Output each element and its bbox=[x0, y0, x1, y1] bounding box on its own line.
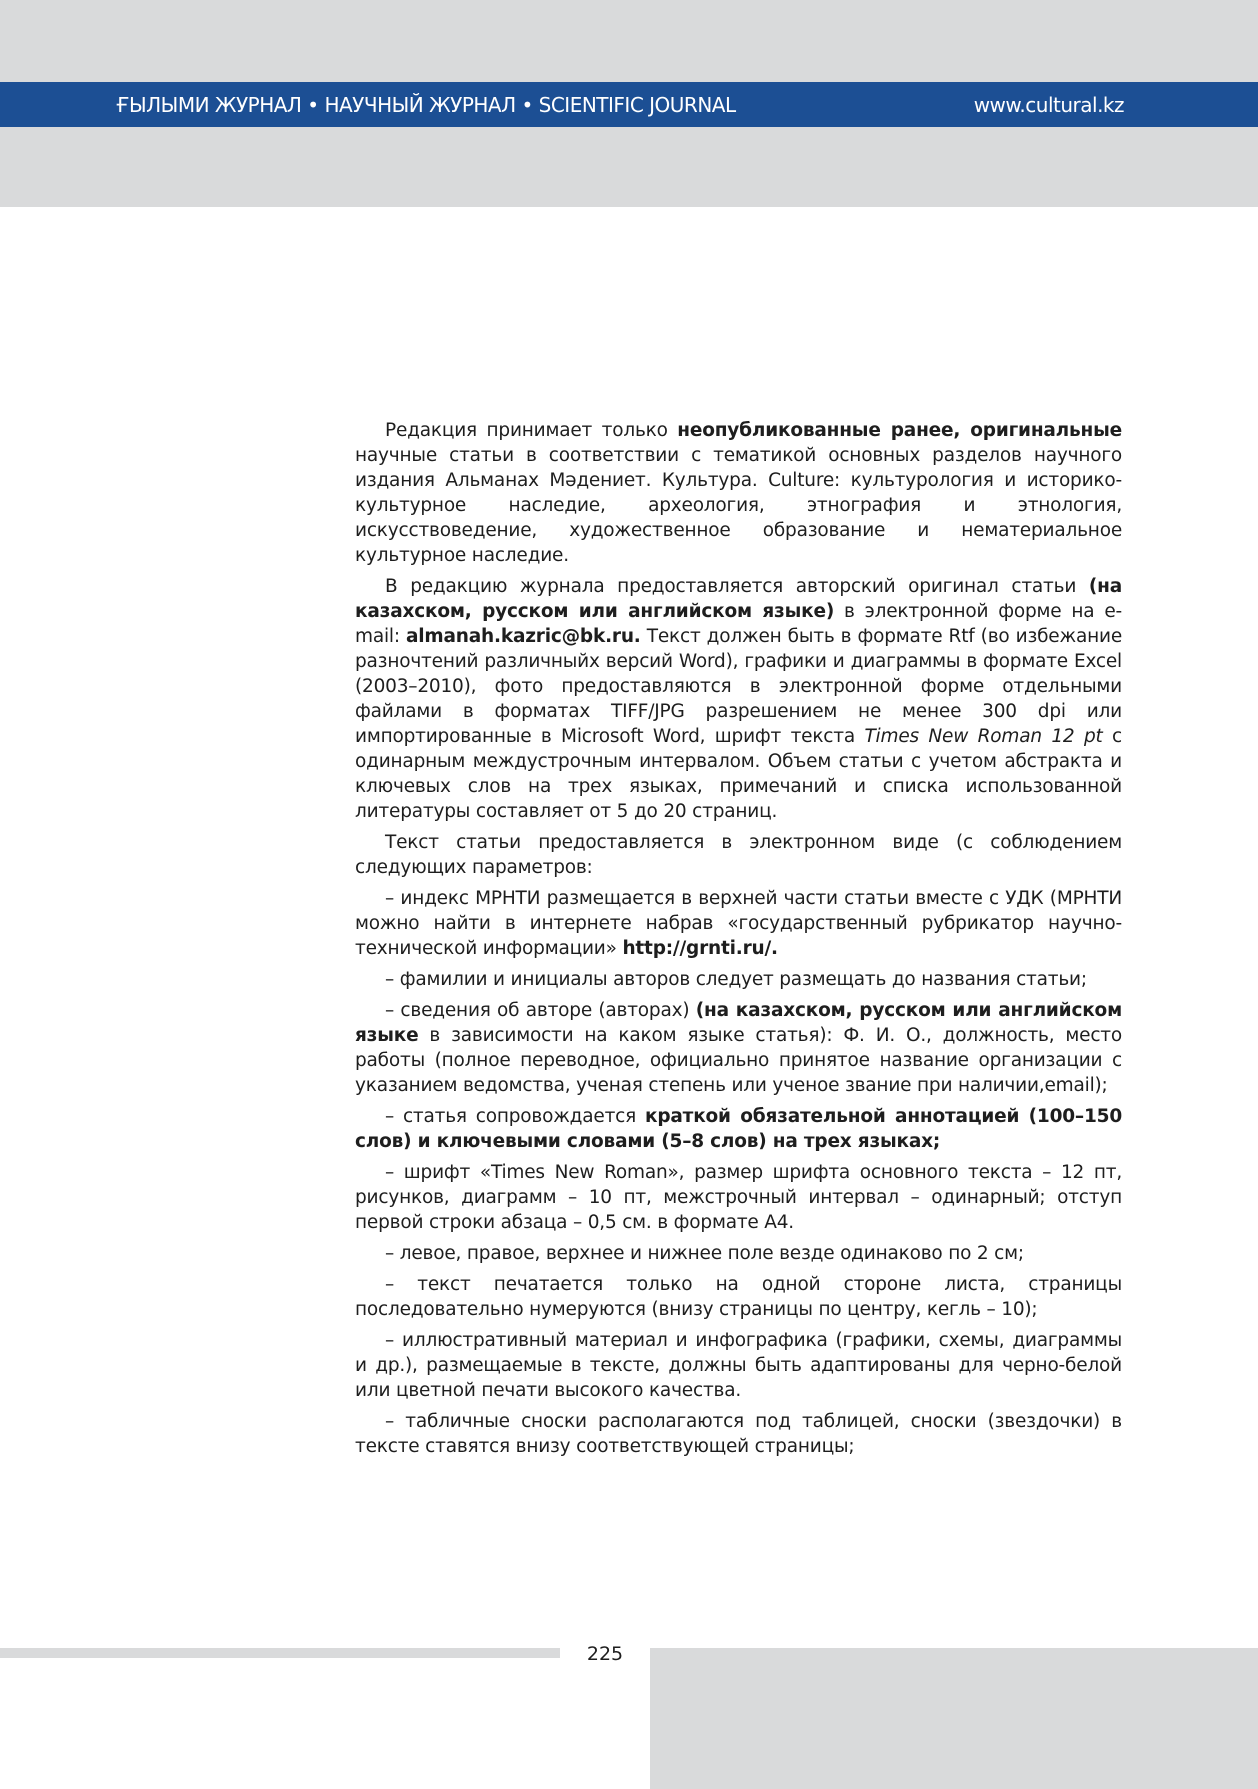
list-item-author-info: – сведения об авторе (авторах) (на казахском, русском или английском языке в зависимости на каком языке статья): Ф. И. О., должность, место работы (полное переводное, официально принятое название организации с указанием ведомства, ученая степень или ученое звание при наличии,email); bbox=[355, 1000, 1122, 1096]
page-number: 225 bbox=[560, 1640, 650, 1668]
bold-emphasis: краткой обязательной аннотацией (100–150 слов) и ключевыми словами (5–8 слов) на трех языках; bbox=[355, 1106, 1123, 1152]
journal-website: www.cultural.kz bbox=[973, 92, 1124, 117]
list-item-authors: – фамилии и инициалы авторов следует размещать до названия статьи; bbox=[385, 969, 1087, 990]
paragraph-submission: В редакцию журнала предоставляется авторский оригинал статьи (на казахском, русском или английском языке) в электронной форме на e-mail: almanah.kazric@bk.ru. Текст должен быть в формате Rtf (во избежание разночтений различныйх версий Word), графики и диаграммы в формате Excel (2003–2010), фото предоставляются в электронной форме отдельными файлами в форматах TIFF/JPG разрешением не менее 300 dpi или импортированные в Microsoft Word, шрифт текста Times New Roman 12 pt с одинарным междустрочным интервалом. Объем статьи с учетом абстракта и ключевых слов на трех языках, примечаний и списка использованной литературы составляет от 5 до 20 страниц. bbox=[355, 576, 1123, 822]
email-address: almanah.kazric@bk.ru. bbox=[406, 626, 641, 647]
grnti-link: http://grnti.ru/. bbox=[622, 938, 778, 959]
footer-divider bbox=[0, 1648, 650, 1658]
journal-header-band bbox=[0, 82, 1258, 127]
paragraph-parameters-intro: Текст статьи предоставляется в электронном виде (с соблюдением следующих параметров: bbox=[355, 832, 1122, 878]
list-item-footnotes: – табличные сноски располагаются под таблицей, сноски (звездочки) в тексте ставятся внизу соответствующей страницы; bbox=[355, 1411, 1122, 1457]
bold-emphasis: (на казахском, русском или английском языке) bbox=[355, 576, 1122, 622]
bold-emphasis: (на казахском, русском или английском языке bbox=[355, 1000, 1122, 1046]
article-requirements-text bbox=[355, 418, 1122, 1465]
paragraph-intro: Редакция принимает только неопубликованные ранее, оригинальные научные статьи в соответствии с тематикой основных разделов научного издания Альманах Мәдениет. Культура. Culture: культурология и историко-культурное наследие, археология, этнография и этнология, искусствоведение, художественное образование и нематериальное культурное наследие. bbox=[355, 420, 1122, 566]
bold-emphasis: неопубликованные ранее, оригинальные bbox=[677, 420, 1122, 441]
list-item-mrnti: – индекс МРНТИ размещается в верхней части статьи вместе с УДК (МРНТИ можно найти в интернете набрав «государственный рубрикатор научно-технической информации» http://grnti.ru/. bbox=[355, 888, 1122, 959]
journal-title: ҒЫЛЫМИ ЖУРНАЛ • НАУЧНЫЙ ЖУРНАЛ • SCIENTIFIC JOURNAL bbox=[116, 92, 736, 117]
list-item-abstract: – статья сопровождается краткой обязательной аннотацией (100–150 слов) и ключевыми словами (5–8 слов) на трех языках; bbox=[355, 1106, 1123, 1152]
list-item-margins: – левое, правое, верхнее и нижнее поле везде одинаково по 2 см; bbox=[385, 1243, 1024, 1264]
list-item-font: – шрифт «Times New Roman», размер шрифта основного текста – 12 пт, рисунков, диаграмм – 10 пт, межстрочный интервал – одинарный; отступ первой строки абзаца – 0,5 см. в формате А4. bbox=[355, 1162, 1122, 1233]
footer-block bbox=[650, 1648, 1258, 1789]
list-item-pagination: – текст печатается только на одной стороне листа, страницы последовательно нумеруются (внизу страницы по центру, кегль – 10); bbox=[355, 1274, 1122, 1320]
font-spec: Times New Roman 12 pt bbox=[864, 726, 1103, 747]
list-item-illustrations: – иллюстративный материал и инфографика (графики, схемы, диаграммы и др.), размещаемые в тексте, должны быть адаптированы для черно-белой или цветной печати высокого качества. bbox=[355, 1330, 1122, 1401]
